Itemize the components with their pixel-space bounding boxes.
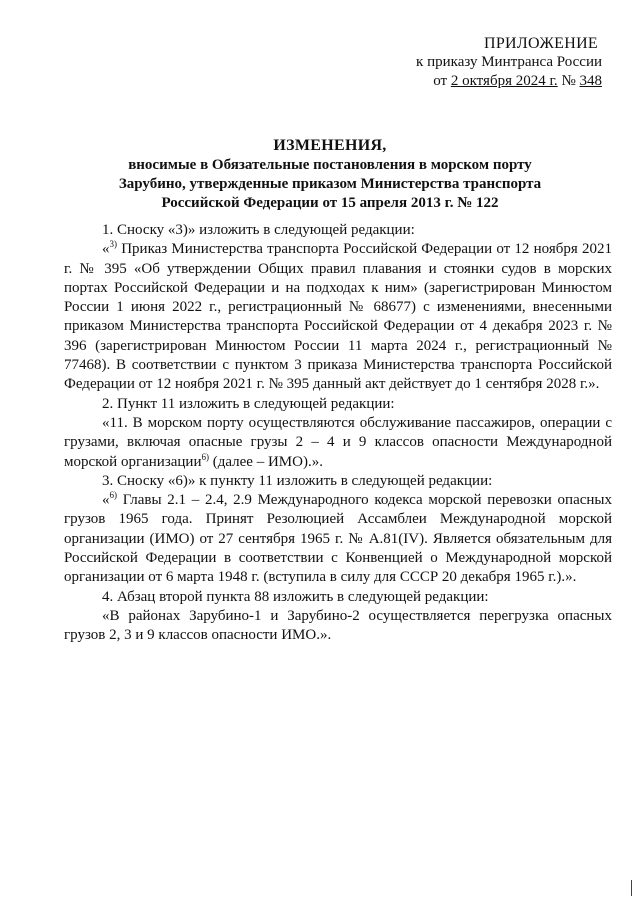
date-prefix: от — [433, 73, 451, 89]
paragraph-5: 3. Сноску «6)» к пункту 11 изложить в следующей редакции: — [102, 472, 493, 489]
scan-edge-mark — [627, 880, 632, 896]
attachment-date-line — [416, 72, 602, 91]
paragraph-1: 1. Сноску «3)» изложить в следующей редакции: — [102, 222, 415, 238]
paragraph-6-text: Главы 2.1 – 2.4, 2.9 Международного кодекса морской перевозки опасных грузов 1965 года. Принят Резолюцией Ассамблеи Международной морской организации (ИМО) от 27 сентября 1965 г. № A.81(IV). Является обязательным для Российской Федерации в соответствии с Конвенцией о Международной морской организации от 6 марта 1948 г. (вступила в силу для СССР 20 декабря 1965 г.).». — [64, 492, 612, 586]
order-number: 348 — [579, 73, 602, 89]
heading-line-2: Зарубино, утвержденные приказом Министерства транспорта — [118, 176, 542, 192]
heading-line-3: Российской Федерации от 15 апреля 2013 г. № 122 — [161, 195, 499, 211]
paragraph-6 — [64, 491, 612, 587]
paragraph-4 — [64, 414, 612, 472]
heading-title: ИЗМЕНЕНИЯ, — [273, 137, 387, 154]
paragraph-7: 4. Абзац второй пункта 88 изложить в следующей редакции: — [102, 588, 489, 605]
paragraph-4-text: «11. В морском порту осуществляются обслуживание пассажиров, операции с грузами, включая опасные грузы 2 – 4 и 9 классов опасности Международной морской организации — [64, 414, 612, 470]
quote-open: « — [102, 241, 110, 258]
paragraph-8: «В районах Зарубино-1 и Зарубино-2 осуществляется перегрузка опасных грузов 2, 3 и 9 классов опасности ИМО.». — [64, 607, 612, 644]
attachment-title: ПРИЛОЖЕНИЕ — [483, 35, 598, 52]
footnote-mark-6b: 6) — [109, 490, 117, 501]
footnote-mark-6: 6) — [201, 451, 209, 462]
quote-open-2: « — [102, 492, 110, 509]
heading-line-1: вносимые в Обязательные постановления в морском порту — [128, 157, 532, 173]
paragraph-4-tail: (далее – ИМО).». — [208, 453, 323, 470]
document-body — [64, 221, 612, 646]
document-heading — [60, 136, 600, 213]
number-prefix: № — [557, 73, 580, 89]
attachment-order-line: к приказу Минтранса России — [416, 54, 602, 70]
paragraph-2 — [64, 240, 612, 394]
paragraph-2-text: Приказ Министерства транспорта Российской Федерации от 12 ноября 2021 г. № 395 «Об утверждении Общих правил плавания и стоянки судов в морских портах Российской Федерации и на подходах к ним» (зарегистрирован Минюстом России 1 июня 2022 г., регистрационный № 68677) с изменениями, внесенными приказом Министерства транспорта Российской Федерации от 4 декабря 2023 г. № 396 (зарегистрирован Минюстом России 11 марта 2024 г., регистрационный № 77468). В соответствии с пунктом 3 приказа Министерства транспорта Российской Федерации от 12 ноября 2021 г. № 395 данный акт действует до 1 сентября 2028 г.». — [64, 241, 612, 393]
footnote-mark-3: 3) — [109, 239, 117, 250]
order-date: 2 октября 2024 г. — [450, 73, 558, 89]
paragraph-3: 2. Пункт 11 изложить в следующей редакции: — [102, 395, 395, 412]
attachment-block — [416, 34, 602, 91]
